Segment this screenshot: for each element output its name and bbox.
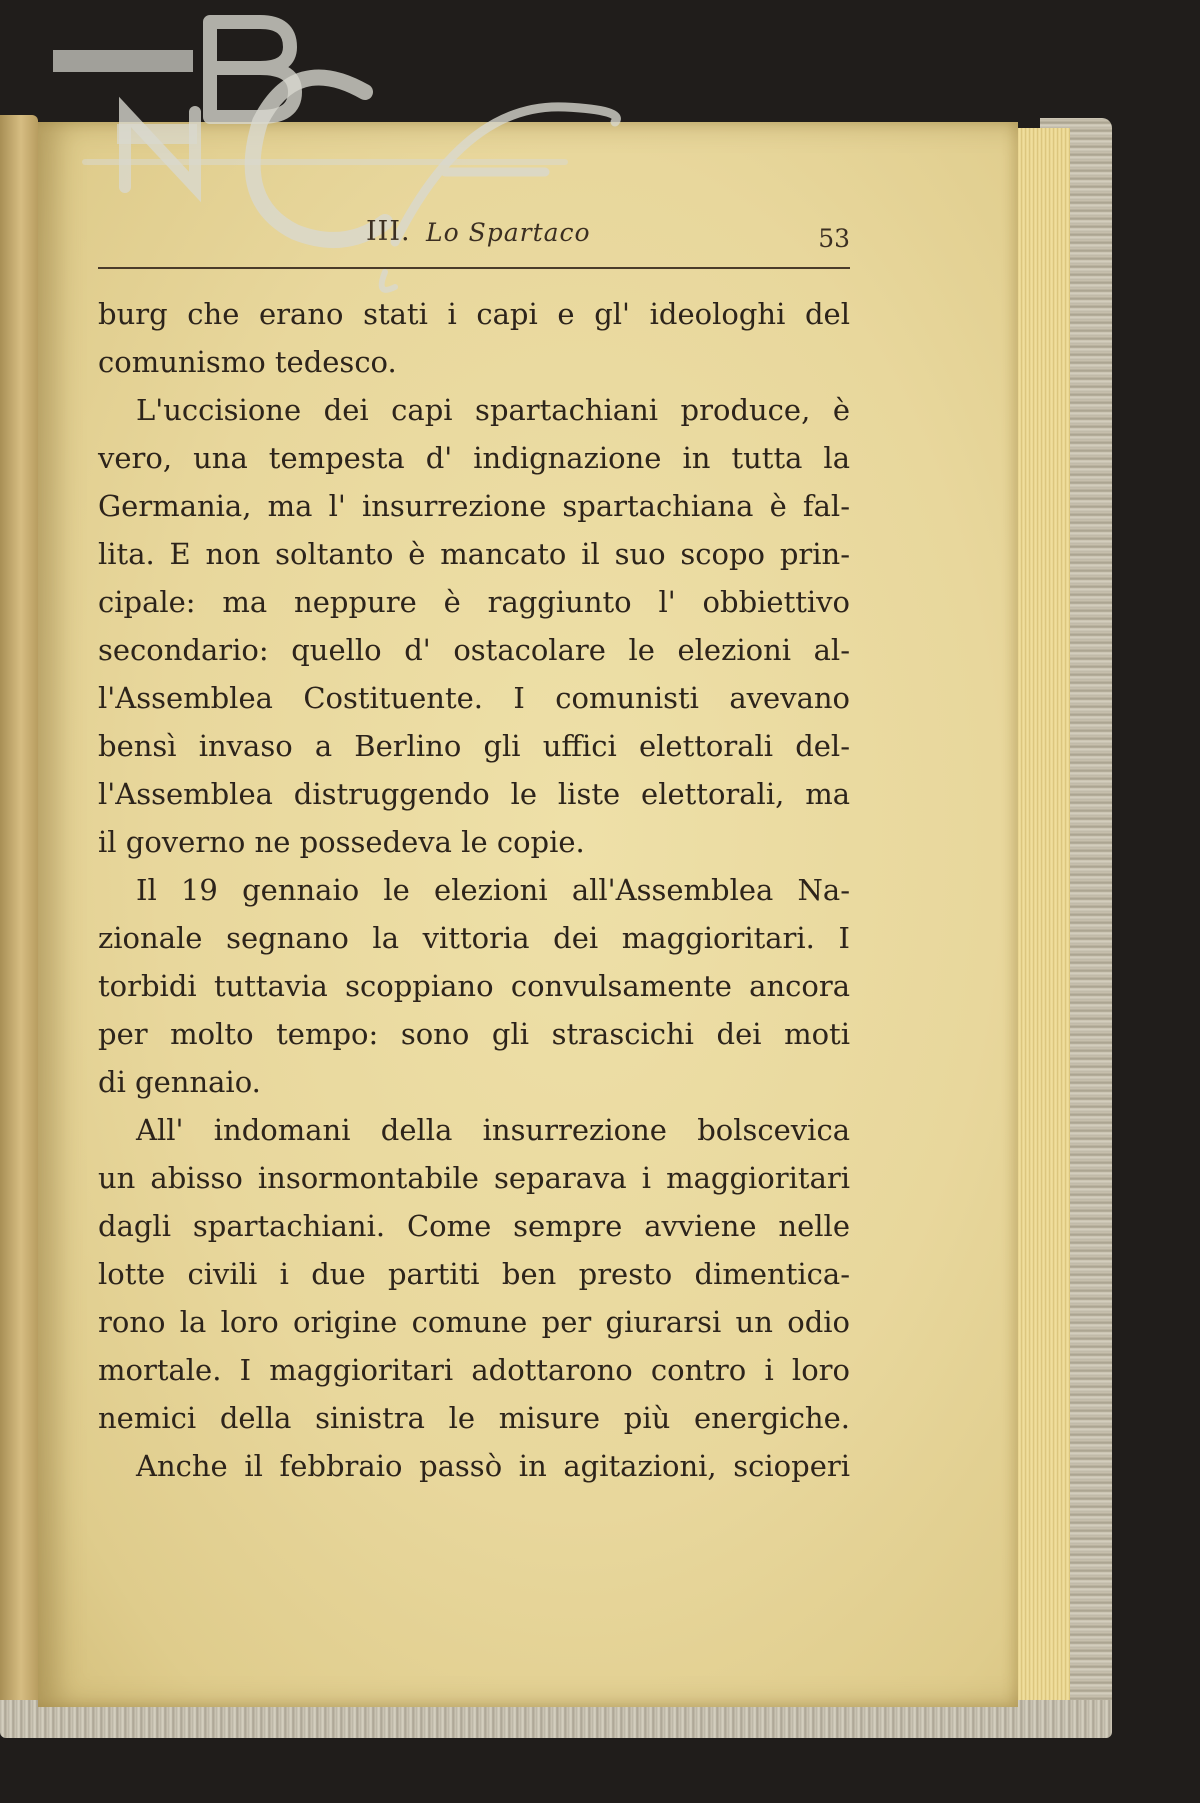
- running-head: [98, 212, 850, 262]
- text-line: lita. E non soltanto è mancato il suo scopo prin-: [98, 537, 850, 571]
- text-line: zionale segnano la vittoria dei maggioritari. I: [98, 921, 850, 955]
- text-line: Anche il febbraio passò in agitazioni, scioperi: [136, 1449, 850, 1483]
- text-line: vero, una tempesta d' indignazione in tutta la: [98, 441, 850, 475]
- text-line: un abisso insormontabile separava i maggioritari: [98, 1161, 850, 1195]
- previous-page-edge: [0, 115, 38, 1703]
- text-line: comunismo tedesco.: [98, 345, 397, 379]
- text-line: Germania, ma l' insurrezione spartachiana è fal-: [98, 489, 850, 523]
- text-line: nemici della sinistra le misure più energiche.: [98, 1401, 850, 1435]
- text-line: bensì invaso a Berlino gli uffici elettorali del-: [98, 729, 850, 763]
- text-line: l'Assemblea Costituente. I comunisti avevano: [98, 681, 850, 715]
- text-line: Il 19 gennaio le elezioni all'Assemblea Na-: [136, 873, 850, 907]
- page-number: 53: [818, 224, 850, 253]
- text-line: lotte civili i due partiti ben presto dimentica-: [98, 1257, 850, 1291]
- text-line: secondario: quello d' ostacolare le elezioni al-: [98, 633, 850, 667]
- chapter-number: III.: [366, 216, 411, 247]
- text-line: per molto tempo: sono gli strascichi dei moti: [98, 1017, 850, 1051]
- text-line: mortale. I maggioritari adottarono contro i loro: [98, 1353, 850, 1387]
- text-line: L'uccisione dei capi spartachiani produce, è: [136, 393, 850, 427]
- text-line: dagli spartachiani. Come sempre avviene nelle: [98, 1209, 850, 1243]
- text-line: il governo ne possedeva le copie.: [98, 825, 585, 859]
- page-block-edges: [1010, 128, 1070, 1708]
- text-line: burg che erano stati i capi e gl' ideologhi del: [98, 297, 850, 331]
- text-line: di gennaio.: [98, 1065, 261, 1099]
- chapter-title: Lo Spartaco: [426, 218, 591, 247]
- text-line: All' indomani della insurrezione bolscevica: [136, 1113, 850, 1147]
- text-line: torbidi tuttavia scoppiano convulsamente ancora: [98, 969, 850, 1003]
- text-line: rono la loro origine comune per giurarsi un odio: [98, 1305, 850, 1339]
- body-text: [98, 290, 850, 1490]
- text-line: l'Assemblea distruggendo le liste elettorali, ma: [98, 777, 850, 811]
- header-rule: [98, 267, 850, 269]
- text-line: cipale: ma neppure è raggiunto l' obbiettivo: [98, 585, 850, 619]
